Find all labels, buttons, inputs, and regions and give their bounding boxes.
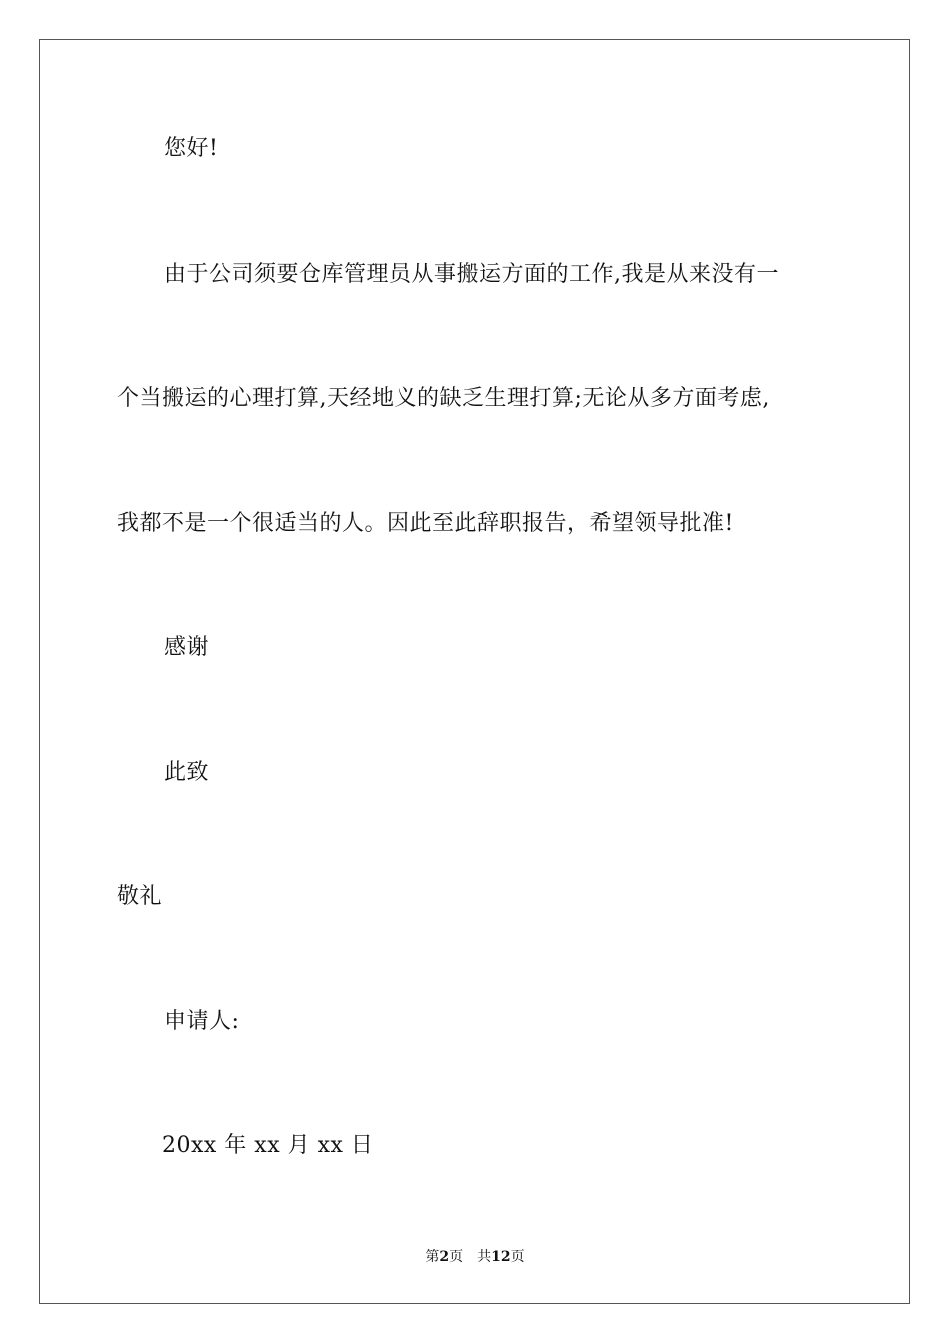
page-current: 2	[439, 1249, 450, 1265]
thanks-line: 感谢	[164, 635, 210, 660]
page-prefix: 第	[425, 1249, 440, 1265]
applicant-label: 申请人:	[164, 1009, 240, 1034]
date-line: 20xx 年 xx 月 xx 日	[162, 1133, 374, 1158]
greeting: 您好!	[164, 136, 219, 161]
total-prefix: 共	[477, 1249, 492, 1265]
closing-line-1: 此致	[164, 760, 210, 785]
body-line-3: 我都不是一个很适当的人。因此至此辞职报告，希望领导批准!	[117, 511, 734, 536]
page-unit: 页	[449, 1249, 464, 1265]
page-footer	[0, 1248, 950, 1266]
closing-line-2: 敬礼	[117, 884, 163, 909]
page-frame	[39, 39, 910, 1304]
body-line-2: 个当搬运的心理打算,天经地义的缺乏生理打算;无论从多方面考虑,	[117, 386, 770, 411]
body-line-1: 由于公司须要仓库管理员从事搬运方面的工作,我是从来没有一	[164, 262, 779, 287]
page-total: 12	[491, 1249, 511, 1265]
total-unit: 页	[510, 1249, 525, 1265]
